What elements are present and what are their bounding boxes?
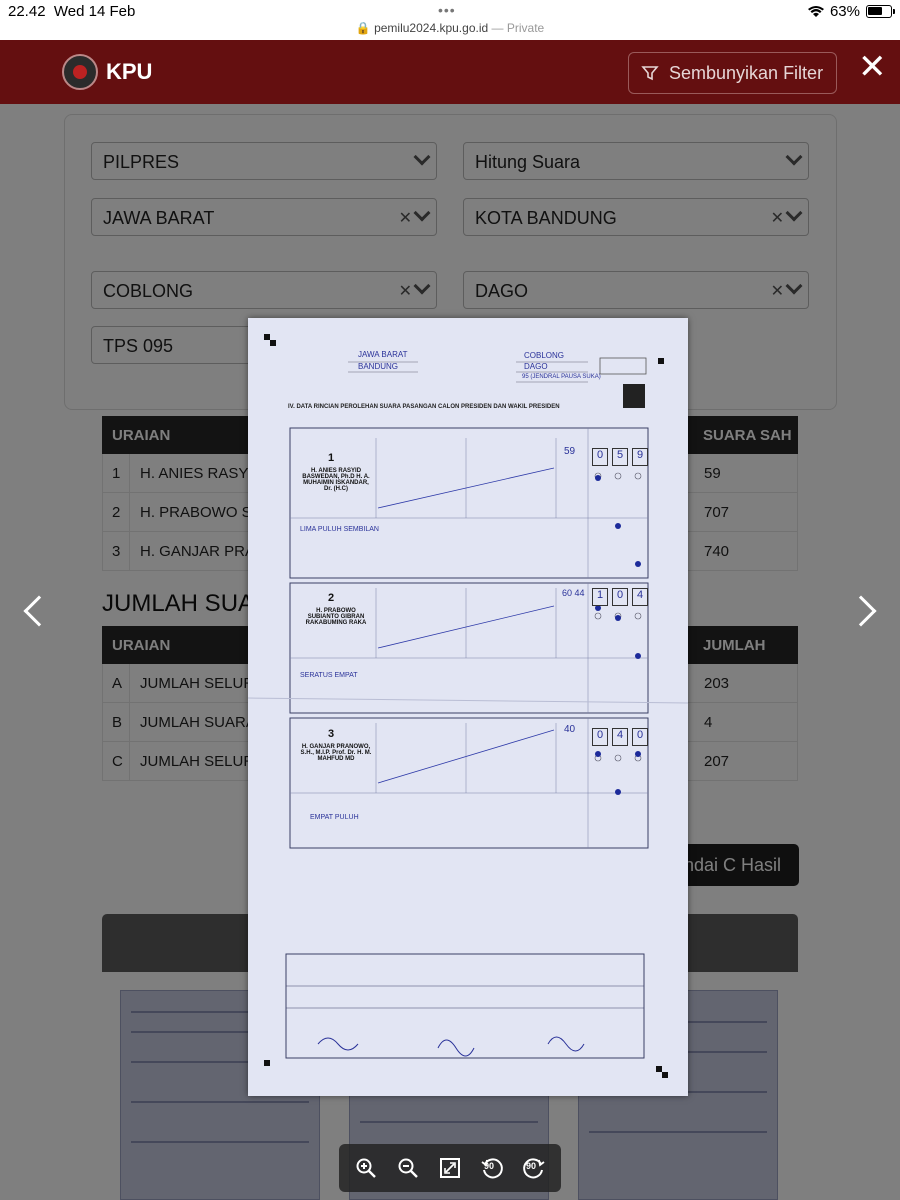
candidate-written: EMPAT PULUH: [310, 814, 359, 821]
doc-province: JAWA BARAT: [358, 350, 408, 359]
close-icon[interactable]: ✕: [858, 48, 887, 86]
doc-section-title: IV. DATA RINCIAN PEROLEHAN SUARA PASANGAN CALON PRESIDEN DAN WAKIL PRESIDEN: [288, 404, 560, 410]
candidate-number: 1: [328, 452, 335, 464]
rotate-right-icon[interactable]: 90: [517, 1151, 551, 1185]
fit-screen-icon[interactable]: [433, 1151, 467, 1185]
brand-title: KPU: [106, 59, 153, 84]
candidate-digit-boxes: 1 0 4: [592, 588, 648, 606]
image-viewer-toolbar: [339, 1144, 561, 1192]
candidate-names: H. GANJAR PRANOWO, S.H., M.I.P. Prof. Dr. H. M. MAHFUD MD: [300, 744, 372, 762]
more-dots-icon[interactable]: •••: [438, 2, 456, 18]
document-drawing: [248, 318, 688, 1096]
url-bar[interactable]: 🔒 pemilu2024.kpu.go.id — Private: [355, 21, 545, 35]
candidate-tally: 60 44: [562, 588, 585, 598]
doc-tps: 95 (JENDRAL PAUSA SUKA): [522, 374, 601, 380]
hide-filter-button[interactable]: Sembunyikan Filter: [628, 52, 837, 94]
battery-icon: [866, 5, 892, 18]
status-time: 22.42 Wed 14 Feb: [8, 3, 136, 20]
zoom-out-icon[interactable]: [391, 1151, 425, 1185]
candidate-tally: 40: [564, 724, 576, 735]
app-header: [0, 40, 900, 104]
filter-icon: [641, 64, 659, 82]
zoom-in-icon[interactable]: [349, 1151, 383, 1185]
rotate-left-icon[interactable]: 90: [475, 1151, 509, 1185]
candidate-written: SERATUS EMPAT: [300, 672, 358, 679]
candidate-tally: 59: [564, 446, 576, 457]
lock-icon: 🔒: [355, 21, 371, 35]
doc-village: DAGO: [524, 362, 548, 371]
candidate-names: H. PRABOWO SUBIANTO GIBRAN RAKABUMING RAKA: [305, 608, 367, 626]
candidate-written: LIMA PULUH SEMBILAN: [300, 526, 379, 533]
doc-city: BANDUNG: [358, 362, 399, 371]
wifi-icon: [808, 6, 824, 18]
candidate-names: H. ANIES RASYID BASWEDAN, Ph.D H. A. MUHAIMIN ISKANDAR, Dr. (H.C): [302, 468, 370, 492]
c-hasil-document-image[interactable]: [248, 318, 688, 1096]
battery-percent: 63%: [829, 3, 860, 20]
candidate-number: 2: [328, 592, 335, 604]
kpu-logo: [62, 54, 98, 90]
candidate-digit-boxes: 0 5 9: [592, 448, 648, 466]
status-bar: [0, 0, 900, 40]
doc-district: COBLONG: [524, 351, 565, 360]
candidate-digit-boxes: 0 4 0: [592, 728, 648, 746]
candidate-number: 3: [328, 728, 335, 740]
